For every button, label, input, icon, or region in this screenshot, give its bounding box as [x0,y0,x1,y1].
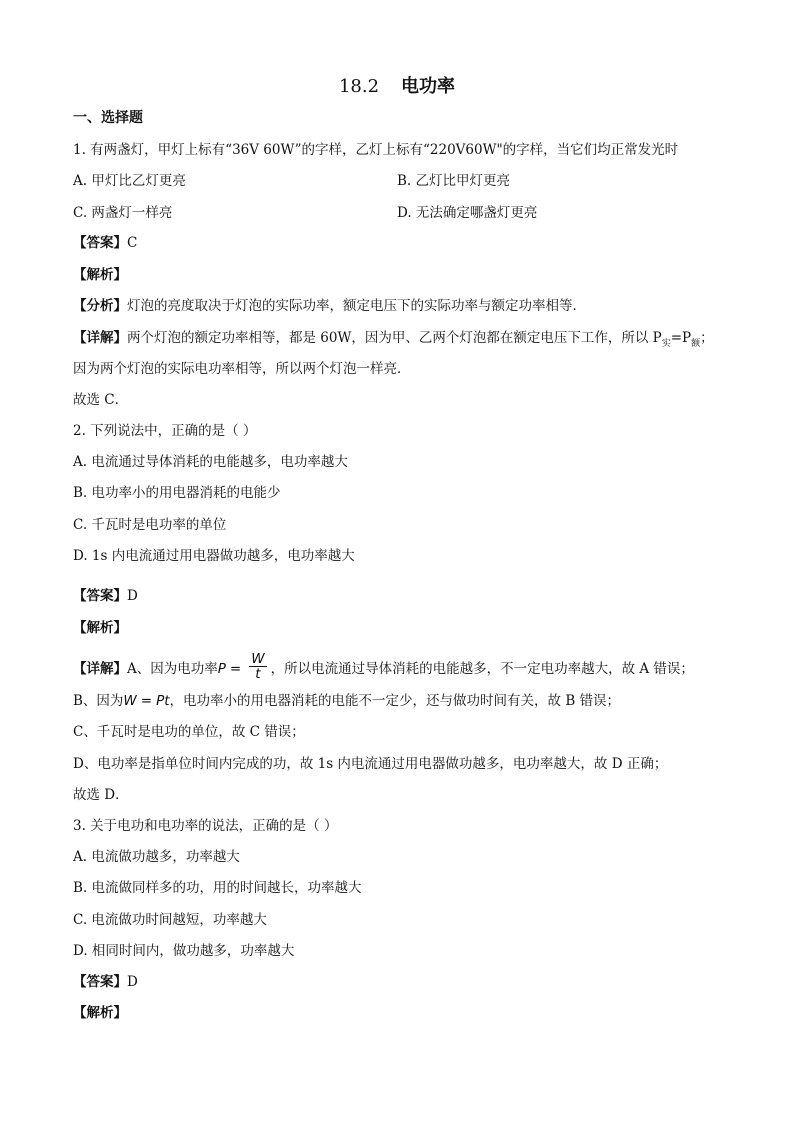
q3-option-b: B. 电流做同样多的功，用的时间越长，功率越大 [73,880,362,896]
q2-analysis-tag [73,619,127,637]
detail-b-post: ，电功率小的用电器消耗的电能不一定少，还与做功时间有关，故 B 错误； [169,693,621,709]
formula-w: W [123,693,137,709]
q2-answer [73,587,138,605]
detail-text: 两个灯泡的额定功率相等，都是 60W，因为甲、乙两个灯泡都在额定电压下工作，所以 P [127,330,662,346]
q1-option-d: D. 无法确定哪盏灯更亮 [397,205,538,221]
q2-detail-d: D、电功率是指单位时间内完成的功，故 1s 内电流通过用电器做功越多，电功率越大，故 D 正确； [73,756,668,772]
section-number: 18.2 [338,76,380,97]
q2-conclusion: 故选 D． [73,787,129,803]
detail-a-pre: A、因为电功率 [127,661,218,677]
detail-end: ； [700,330,714,346]
q1-detail-line1 [73,329,714,353]
q1-analysis-tag [73,266,127,284]
q2-detail-c: C、千瓦时是电功的单位，故 C 错误； [73,724,305,740]
fraction-numerator: W [251,651,265,667]
answer-tag: 【答案】 [73,235,127,251]
q1-stem: 1. 有两盏灯，甲灯上标有“36V 60W”的字样，乙灯上标有“220V60W"的字样，当它们均正常发光时 [73,142,679,158]
q3-option-d: D. 相同时间内，做功越多，功率越大 [73,943,295,959]
subscript-shi: 实 [661,339,671,349]
q3-analysis-tag [73,1004,127,1022]
answer-tag: 【答案】 [73,974,127,990]
detail-a-post: ，所以电流通过导体消耗的电能越多，不一定电功率越大，故 A 错误； [270,661,694,677]
q1-option-a: A. 甲灯比乙灯更亮 [73,173,186,189]
formula-equals: = [140,693,153,709]
subscript-e: 额 [691,339,701,349]
fenxi-tag: 【分析】 [73,298,127,314]
q2-option-d: D. 1s 内电流通过用电器做功越多，电功率越大 [73,548,355,564]
q2-stem: 2. 下列说法中，正确的是（ ） [73,423,257,439]
q2-detail-b [73,692,620,710]
title-text: 电功率 [401,76,456,97]
q1-fenxi [73,297,586,315]
fraction-w-over-t [249,652,266,681]
answer-value: D [127,588,138,604]
formula-equals: = [229,661,242,677]
analysis-tag: 【解析】 [73,1005,127,1021]
q1-answer [73,234,137,252]
q3-stem: 3. 关于电功和电功率的说法，正确的是（ ） [73,818,338,834]
q1-option-b: B. 乙灯比甲灯更亮 [397,173,511,189]
q1-option-c: C. 两盏灯一样亮 [73,205,173,221]
fenxi-text: 灯泡的亮度取决于灯泡的实际功率，额定电压下的实际功率与额定功率相等． [127,298,586,314]
q2-option-c: C. 千瓦时是电功率的单位 [73,517,227,533]
q3-answer [73,973,138,991]
formula-p: P [217,661,226,677]
q2-option-a: A. 电流通过导体消耗的电能越多，电功率越大 [73,454,348,470]
answer-value: D [127,974,138,990]
formula-pt: Pt [156,693,170,709]
section-heading: 一、选择题 [73,110,143,126]
analysis-tag: 【解析】 [73,267,127,283]
fraction-denominator: t [255,666,261,682]
detail-eq: =P [670,330,692,346]
page-title [0,72,794,98]
detail-tag: 【详解】 [73,661,127,677]
detail-b-pre: B、因为 [73,693,124,709]
q3-option-c: C. 电流做功时间越短，功率越大 [73,912,267,928]
detail-tag: 【详解】 [73,330,127,346]
answer-value: C [127,235,138,251]
q2-option-b: B. 电功率小的用电器消耗的电能少 [73,485,281,501]
q3-option-a: A. 电流做功越多，功率越大 [73,849,240,865]
answer-tag: 【答案】 [73,588,127,604]
analysis-tag: 【解析】 [73,620,127,636]
q1-conclusion: 故选 C． [73,392,129,408]
q1-detail-line2: 因为两个灯泡的实际电功率相等，所以两个灯泡一样亮． [73,361,411,377]
q2-detail-a [73,651,694,684]
